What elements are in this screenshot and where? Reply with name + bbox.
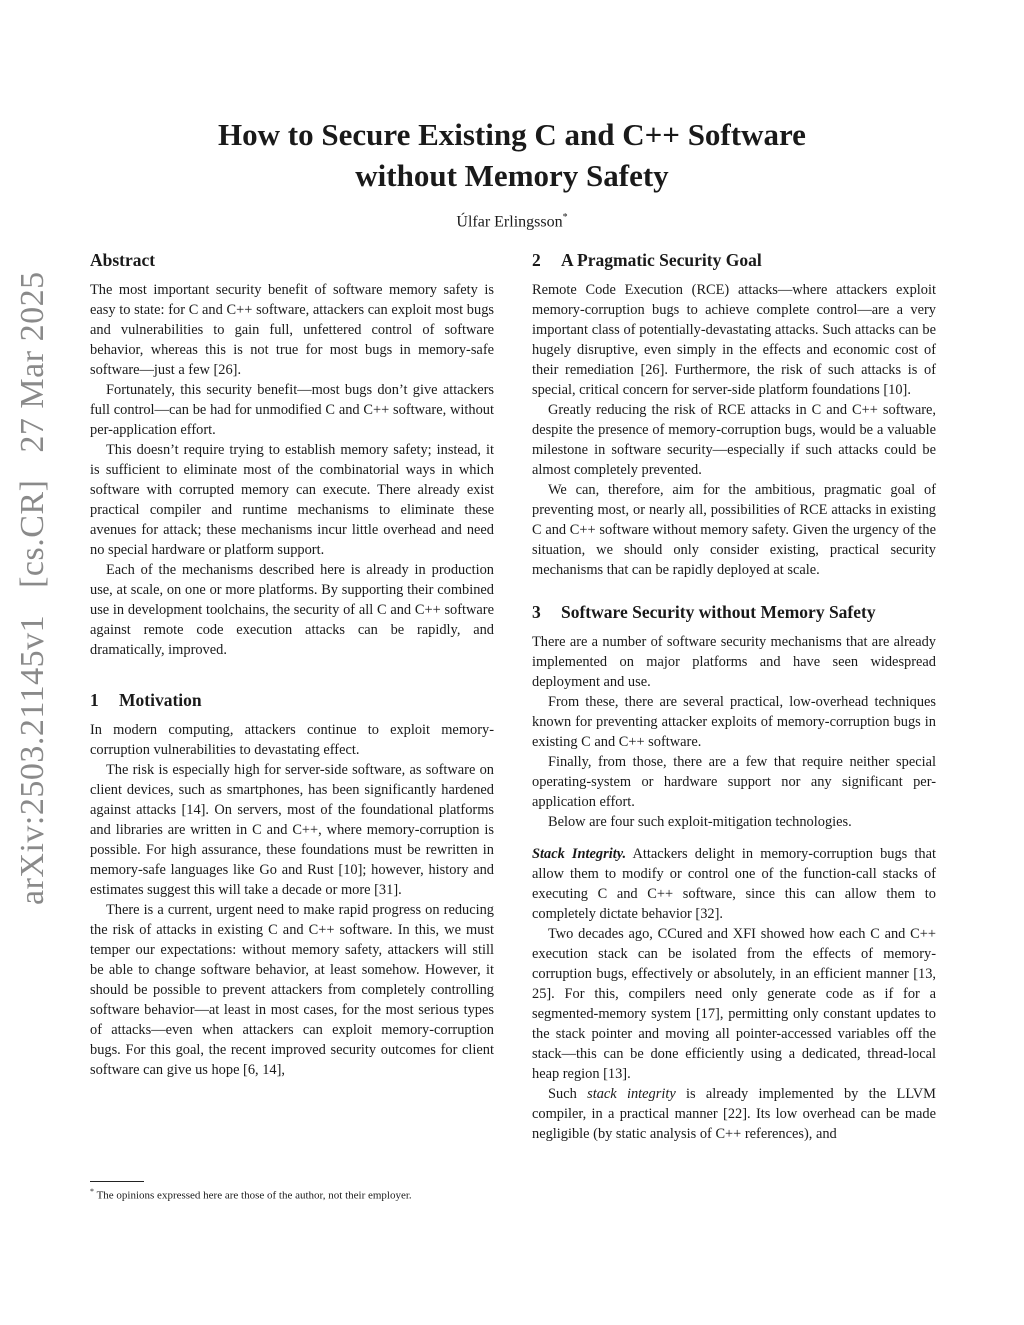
arxiv-id: arXiv:2503.21145v1 [14, 614, 51, 905]
section-1-heading [90, 688, 494, 712]
section-number: 2 [532, 250, 541, 270]
arxiv-category: [cs.CR] [14, 479, 51, 588]
paragraph-text: is already implemented by the LLVM compiler, in a practical manner [22]. Its low overhead can be made negligible (by static analysis of C++ references), and [532, 1086, 936, 1142]
footnote [90, 1185, 510, 1203]
section-number: 3 [532, 602, 541, 622]
spacer [532, 832, 936, 844]
section-3-heading [532, 600, 936, 624]
stack-integrity-paragraph: Two decades ago, CCured and XFI showed how each C and C++ execution stack can be isolated from the effects of memory-corruption bugs, effectively or absolutely, in an efficient manner [13, 25]. For this, compilers need only generate code as if for a segmented-memory system [17], permitting only constant updates to the stack pointer and moving all pointer-accessed variables off the stack—this can be done efficiently using a dedicated, thread-local heap region [13]. [532, 926, 936, 1082]
section-title: A Pragmatic Security Goal [561, 250, 762, 270]
spacer [90, 660, 494, 688]
paragraph-run-in-title: Stack Integrity. [532, 846, 627, 862]
paper-title [0, 114, 1024, 196]
abstract-heading: Abstract [90, 250, 156, 270]
section-1-paragraph: In modern computing, attackers continue to exploit memory-corruption vulnerabilities to devastating effect. [90, 722, 494, 758]
author-footnote-mark: * [562, 212, 568, 223]
emphasized-term: stack integrity [587, 1086, 676, 1102]
left-column [90, 248, 494, 1080]
paragraph-text: Attackers delight in memory-corruption bugs that allow them to modify or control one of the function-call stacks of executing C and C++ software, since this can allow them to completely dictate behavior [32]. [532, 846, 936, 922]
stack-integrity-paragraph [532, 844, 936, 924]
section-title: Software Security without Memory Safety [561, 602, 876, 622]
spacer [532, 580, 936, 600]
section-1-paragraph: The risk is especially high for server-side software, as software on client devices, such as smartphones, has been significantly hardened against attacks [14]. On servers, most of the foundational platforms and libraries are written in C and C++, where memory-corruption is possible. For high assurance, these foundations must be rewritten in memory-safe languages like Go and Rust [10]; however, history and estimates suggest this will take a decade or more [31]. [90, 762, 494, 898]
section-3-paragraph: There are a number of software security mechanisms that are already implemented on major platforms and have seen widespread deployment and use. [532, 634, 936, 690]
section-2-paragraph: Remote Code Execution (RCE) attacks—where attackers exploit memory-corruption bugs to achieve complete control—are a very important class of potentially-devastating attacks. Such attacks can be hugely disruptive, even simply in the effects and economic cost of their remediation [26]. Furthermore, the risk of such attacks is of special, critical concern for server-side platform foundations [10]. [532, 282, 936, 398]
section-2-paragraph: We can, therefore, aim for the ambitious, pragmatic goal of preventing most, or nearly all, possibilities of RCE attacks in existing C and C++ software without memory safety. Given the urgency of the situation, we should only consider existing, practical security mechanisms that can be rapidly deployed at scale. [532, 482, 936, 578]
section-number: 1 [90, 690, 99, 710]
title-line-2: without Memory Safety [355, 158, 669, 193]
section-title: Motivation [119, 690, 202, 710]
arxiv-date: 27 Mar 2025 [14, 271, 51, 453]
footnote-mark: * [90, 1187, 94, 1196]
title-line-1: How to Secure Existing C and C++ Software [218, 117, 806, 152]
section-2-paragraph: Greatly reducing the risk of RCE attacks in C and C++ software, despite the presence of memory-corruption bugs, would be a valuable milestone in software security—especially if such attacks could be almost completely prevented. [532, 402, 936, 478]
abstract-paragraph: Fortunately, this security benefit—most bugs don’t give attackers full control—can be had for unmodified C and C++ software, without per-application effort. [90, 382, 494, 438]
abstract-paragraph: Each of the mechanisms described here is already in production use, at scale, on one or more platforms. By supporting their combined use in development toolchains, the security of all C and C++ software against remote code execution attacks can be rapidly, and dramatically, improved. [90, 562, 494, 658]
author-name: Úlfar Erlingsson [456, 213, 563, 231]
paragraph-text: Such [548, 1086, 577, 1102]
section-3-paragraph: Finally, from those, there are a few that require neither special operating-system or hardware support nor any significant per-application effort. [532, 754, 936, 810]
author-line [0, 212, 1024, 231]
arxiv-sidebar-stamp [14, 271, 52, 905]
section-1-paragraph: There is a current, urgent need to make rapid progress on reducing the risk of attacks in existing C and C++ software. In this, we must temper our expectations: without memory safety, attackers will still be able to change software behavior, at least somehow. However, it should be possible to prevent attackers from completely controlling software behavior—at least in most cases, for the most serious types of attacks—even when attackers can exploit memory-corruption bugs. For this goal, the recent improved security outcomes for client software can give us hope [6, 14], [90, 902, 494, 1078]
section-3-paragraph: From these, there are several practical, low-overhead techniques known for preventing attacker exploits of memory-corruption bugs in existing C and C++ software. [532, 694, 936, 750]
stack-integrity-paragraph [532, 1084, 936, 1144]
abstract-paragraph: This doesn’t require trying to establish memory safety; instead, it is sufficient to eliminate most of the combinatorial ways in which software with corrupted memory can execute. There already exist practical compiler and runtime mechanisms to eliminate these avenues for attack; these mechanisms incur little overhead and need no special hardware or platform support. [90, 442, 494, 558]
abstract-paragraph: The most important security benefit of software memory safety is easy to state: for C and C++ software, attackers can exploit most bugs and vulnerabilities to gain full, unfettered control of software behavior, whereas this is not true for most bugs in memory-safe software—just a few [26]. [90, 282, 494, 378]
section-2-heading [532, 248, 936, 272]
footnote-rule [90, 1181, 144, 1182]
section-3-paragraph: Below are four such exploit-mitigation technologies. [548, 814, 852, 830]
right-column [532, 248, 936, 1144]
footnote-text: The opinions expressed here are those of the author, not their employer. [96, 1189, 412, 1202]
